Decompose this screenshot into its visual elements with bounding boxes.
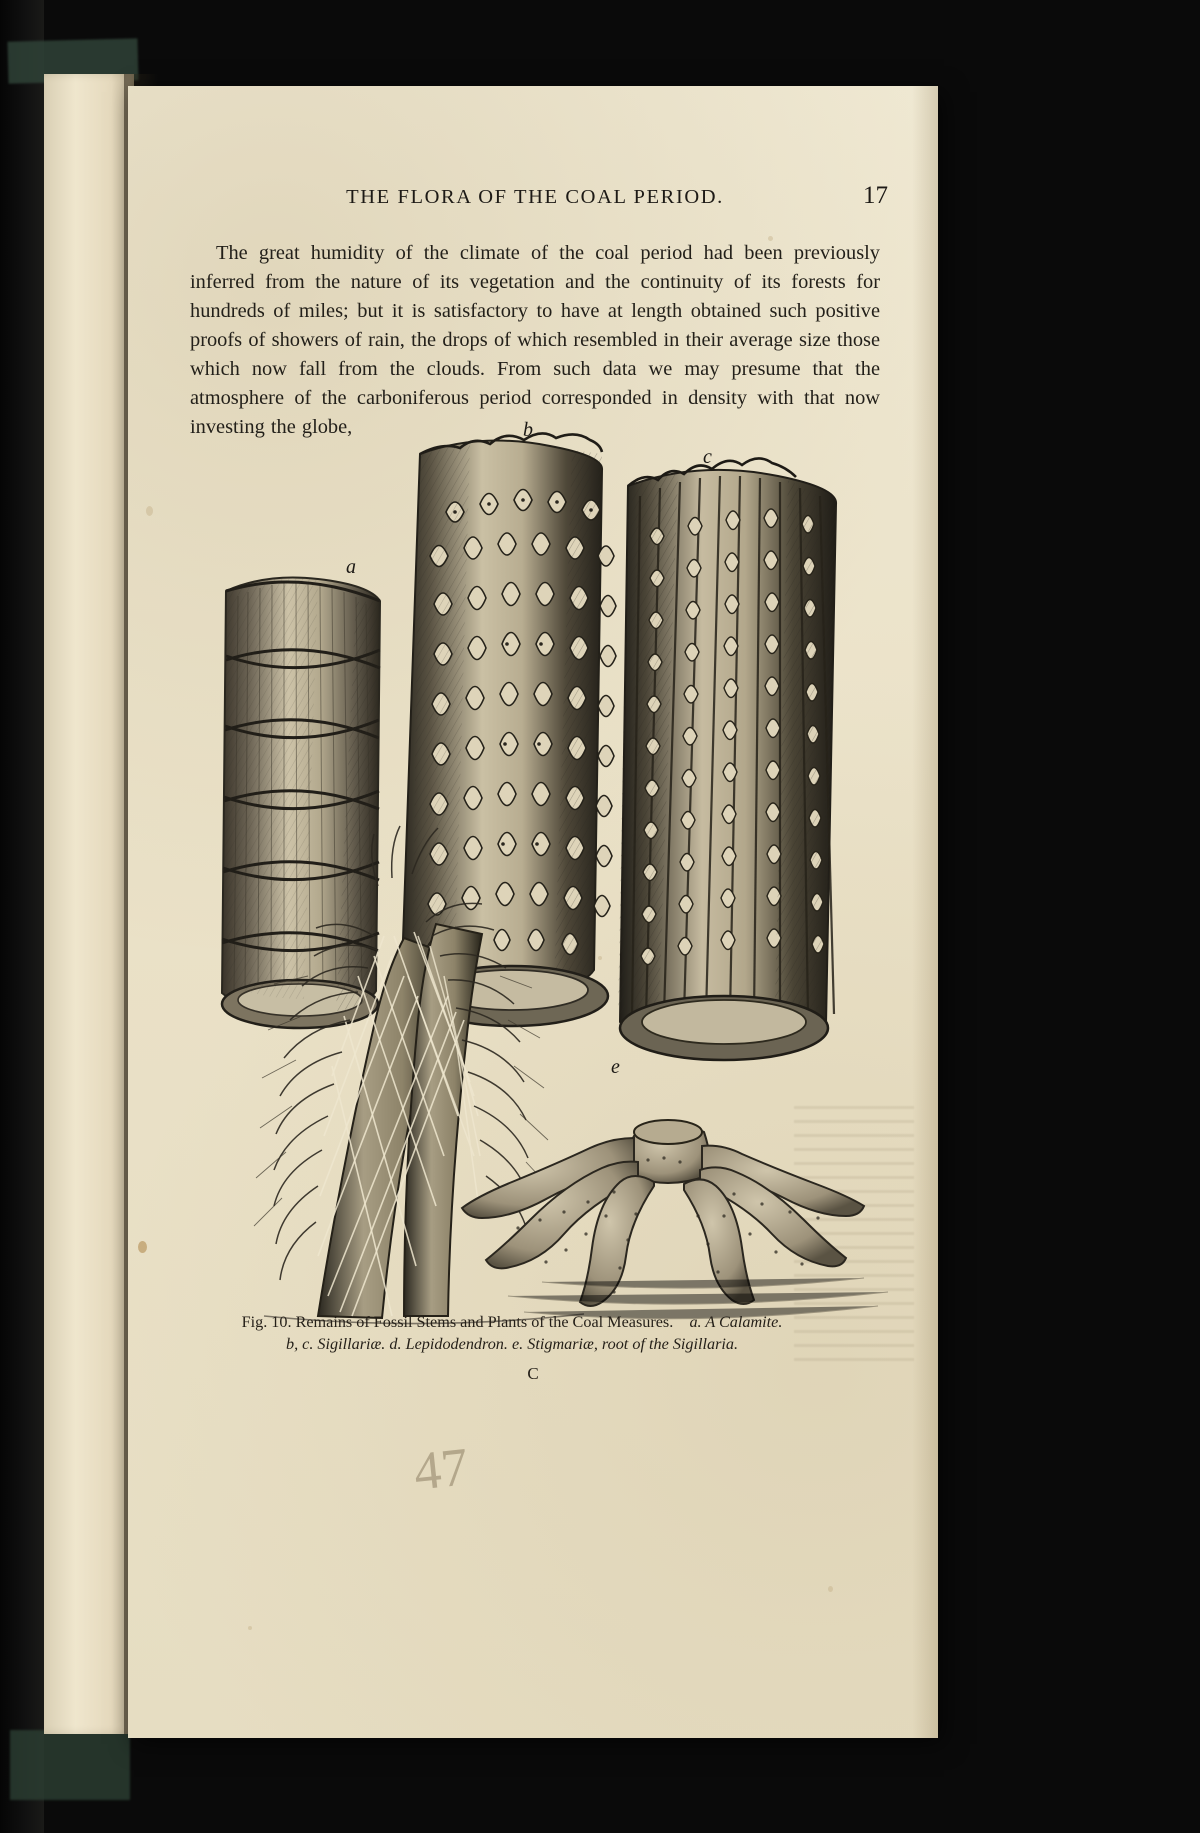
book-cloth-corner-bottom — [10, 1730, 130, 1800]
figure-10-illustration — [168, 416, 898, 1416]
figure-label-b: b — [523, 419, 533, 441]
running-head — [190, 182, 888, 209]
page-edge-shading — [912, 86, 938, 1738]
figure-caption — [162, 1312, 862, 1356]
paper-speck — [828, 1586, 833, 1592]
facing-page-edge — [44, 74, 134, 1734]
specimen-c-sigillaria-ribbed — [618, 458, 836, 1060]
paragraph-text: The great humidity of the climate of the coal period had been previously inferred from the nature of its vegetation and the continuity of its forests for hundreds of miles; but it is satisfactory to have at length obtained such positive proofs of showers of rain, the drops of which resembled in their average size those which now fall from the clouds. From such data we may presume that the atmosphere of the carboniferous period corresponded in density with that now investing the globe, — [190, 242, 880, 438]
paper-speck — [138, 1241, 147, 1253]
specimen-a-calamite — [222, 578, 380, 1029]
figure-label-a: a — [346, 556, 356, 578]
book-board-edge — [0, 0, 44, 1833]
paper-speck — [146, 506, 153, 516]
figure-caption-line-2: b, c. Sigillariæ. d. Lepidodendron. e. Stigmariæ, root of the Sigillaria. — [285, 1334, 739, 1353]
paper-speck — [248, 1626, 252, 1630]
figure-label-e: e — [611, 1056, 620, 1078]
figure-caption-item-a: a. A Calamite. — [689, 1313, 783, 1331]
specimen-e-stigmaria — [462, 1120, 888, 1319]
figure-number: Fig. 10. — [241, 1313, 292, 1331]
pencil-annotation: 47 — [411, 1436, 471, 1502]
figure-engraving — [168, 416, 898, 1416]
running-head-text: THE FLORA OF THE COAL PERIOD. — [346, 186, 724, 208]
figure-label-c: c — [703, 446, 712, 468]
figure-caption-line-1: Remains of Fossil Stems and Plants of the Coal Measures. — [295, 1313, 674, 1331]
body-paragraph — [190, 239, 880, 442]
page-number: 17 — [863, 182, 888, 209]
book-page — [128, 86, 938, 1738]
signature-mark: C — [527, 1364, 539, 1383]
